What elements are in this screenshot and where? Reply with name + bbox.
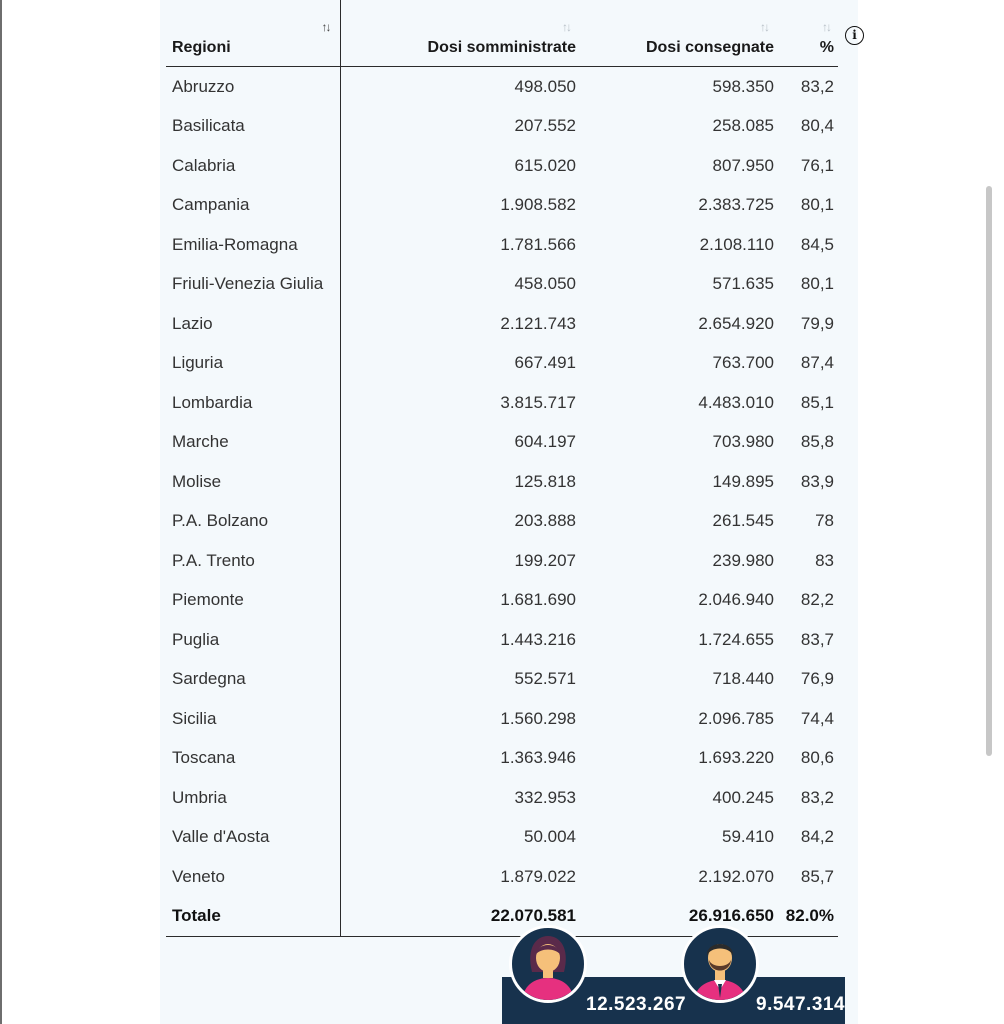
cell-delivered: 149.895	[712, 471, 774, 491]
cell-percent: 80,6	[800, 748, 834, 768]
table-row	[166, 107, 838, 147]
total-delivered: 26.916.650	[576, 897, 774, 937]
cell-percent: 83,7	[800, 629, 834, 649]
cell-administered: 199.207	[514, 550, 576, 570]
cell-region: Liguria	[166, 344, 340, 384]
cell-percent: 82,2	[800, 590, 834, 610]
column-header-label: Regioni	[172, 39, 231, 56]
cell-percent: 74,4	[800, 708, 834, 728]
cell-administered: 125.818	[514, 471, 576, 491]
cell-delivered: 2.046.940	[698, 590, 774, 610]
cell-delivered: 2.108.110	[699, 234, 774, 254]
sort-arrows-icon[interactable]: ↑↓	[822, 20, 830, 34]
table-row	[166, 620, 838, 660]
cell-administered: 1.781.566	[500, 234, 576, 254]
cell-administered: 2.121.743	[500, 313, 576, 333]
scrollbar[interactable]	[986, 186, 992, 756]
table-row	[166, 818, 838, 858]
table-row	[166, 581, 838, 621]
male-count: 9.547.314	[756, 994, 846, 1015]
total-administered: 22.070.581	[340, 897, 576, 937]
cell-administered: 203.888	[514, 511, 576, 531]
table-row	[166, 660, 838, 700]
cell-region: P.A. Bolzano	[166, 502, 340, 542]
table-row	[166, 541, 838, 581]
cell-delivered: 239.980	[712, 550, 774, 570]
cell-delivered: 571.635	[712, 274, 774, 294]
sort-arrows-icon[interactable]: ↑↓	[321, 20, 330, 34]
cell-delivered: 59.410	[722, 827, 774, 847]
cell-region: Umbria	[166, 778, 340, 818]
female-avatar-icon	[509, 925, 587, 1003]
table-row	[166, 778, 838, 818]
cell-delivered: 261.545	[712, 511, 774, 531]
cell-administered: 667.491	[514, 353, 576, 373]
cell-percent: 84,2	[800, 827, 834, 847]
cell-region: Piemonte	[166, 581, 340, 621]
table-header-row	[166, 0, 838, 67]
cell-delivered: 258.085	[712, 116, 774, 136]
cell-delivered: 2.096.785	[698, 708, 774, 728]
vaccine-table-container	[166, 0, 838, 937]
info-icon[interactable]: i	[845, 26, 864, 45]
cell-percent: 83,2	[800, 76, 834, 96]
cell-region: Sardegna	[166, 660, 340, 700]
cell-percent: 79,9	[800, 313, 834, 333]
cell-region: Lombardia	[166, 383, 340, 423]
cell-delivered: 2.383.725	[698, 195, 774, 215]
cell-percent: 83	[815, 550, 834, 570]
cell-percent: 80,1	[800, 195, 834, 215]
cell-administered: 3.815.717	[500, 392, 576, 412]
cell-delivered: 703.980	[712, 432, 774, 452]
column-header-region[interactable]	[166, 0, 340, 67]
cell-administered: 552.571	[514, 669, 576, 689]
cell-administered: 604.197	[514, 432, 576, 452]
table-row	[166, 502, 838, 542]
cell-administered: 458.050	[514, 274, 576, 294]
cell-administered: 1.681.690	[500, 590, 576, 610]
cell-administered: 332.953	[514, 787, 576, 807]
cell-region: Campania	[166, 186, 340, 226]
table-row	[166, 383, 838, 423]
cell-administered: 1.908.582	[500, 195, 576, 215]
cell-region: Molise	[166, 462, 340, 502]
cell-delivered: 718.440	[712, 669, 774, 689]
cell-delivered: 807.950	[712, 155, 774, 175]
cell-region: Toscana	[166, 739, 340, 779]
table-row	[166, 265, 838, 305]
column-header-label: Dosi consegnate	[645, 39, 774, 56]
cell-region: Calabria	[166, 146, 340, 186]
table-row	[166, 699, 838, 739]
total-label: Totale	[166, 897, 340, 937]
sort-arrows-icon[interactable]: ↑↓	[562, 20, 570, 34]
cell-delivered: 400.245	[712, 787, 774, 807]
cell-percent: 78	[815, 511, 834, 531]
table-row	[166, 67, 838, 107]
female-count: 12.523.267	[586, 994, 687, 1015]
cell-delivered: 598.350	[712, 76, 774, 96]
table-row	[166, 423, 838, 463]
cell-delivered: 2.192.070	[698, 866, 774, 886]
table-row	[166, 344, 838, 384]
column-header-label: Dosi somministrate	[427, 39, 576, 56]
cell-region: Marche	[166, 423, 340, 463]
cell-percent: 87,4	[800, 353, 834, 373]
column-header-label: %	[819, 39, 834, 56]
cell-delivered: 763.700	[712, 353, 774, 373]
cell-region: Valle d'Aosta	[166, 818, 340, 858]
cell-percent: 84,5	[800, 234, 834, 254]
cell-administered: 50.004	[524, 827, 576, 847]
table-row	[166, 739, 838, 779]
cell-percent: 83,2	[800, 787, 834, 807]
cell-region: P.A. Trento	[166, 541, 340, 581]
cell-administered: 615.020	[514, 155, 576, 175]
cell-administered: 1.443.216	[500, 629, 576, 649]
sort-arrows-icon[interactable]: ↑↓	[760, 20, 768, 34]
cell-region: Lazio	[166, 304, 340, 344]
cell-region: Abruzzo	[166, 67, 340, 107]
cell-administered: 1.363.946	[500, 748, 576, 768]
cell-region: Sicilia	[166, 699, 340, 739]
cell-delivered: 4.483.010	[698, 392, 774, 412]
column-header-percent[interactable]	[774, 0, 838, 67]
total-percent: 82.0%	[774, 897, 838, 937]
cell-percent: 83,9	[800, 471, 834, 491]
cell-region: Friuli-Venezia Giulia	[166, 265, 340, 305]
table-row	[166, 304, 838, 344]
cell-region: Basilicata	[166, 107, 340, 147]
cell-percent: 76,9	[800, 669, 834, 689]
cell-administered: 498.050	[514, 76, 576, 96]
cell-administered: 207.552	[514, 116, 576, 136]
cell-administered: 1.560.298	[500, 708, 576, 728]
cell-administered: 1.879.022	[500, 866, 576, 886]
cell-percent: 85,7	[800, 866, 834, 886]
table-row	[166, 146, 838, 186]
cell-region: Puglia	[166, 620, 340, 660]
vaccine-doses-table	[166, 0, 838, 937]
cell-percent: 80,1	[800, 274, 834, 294]
column-header-administered[interactable]	[340, 0, 576, 67]
cell-delivered: 1.724.655	[698, 629, 774, 649]
column-header-delivered[interactable]	[576, 0, 774, 67]
cell-percent: 76,1	[800, 155, 834, 175]
cell-region: Emilia-Romagna	[166, 225, 340, 265]
table-row	[166, 857, 838, 897]
table-row	[166, 186, 838, 226]
cell-delivered: 2.654.920	[698, 313, 774, 333]
cell-percent: 80,4	[800, 116, 834, 136]
male-avatar-icon	[681, 925, 759, 1003]
cell-percent: 85,1	[800, 392, 834, 412]
cell-region: Veneto	[166, 857, 340, 897]
cell-percent: 85,8	[800, 432, 834, 452]
table-row	[166, 462, 838, 502]
window-left-border	[0, 0, 2, 1024]
table-row	[166, 225, 838, 265]
cell-delivered: 1.693.220	[698, 748, 774, 768]
